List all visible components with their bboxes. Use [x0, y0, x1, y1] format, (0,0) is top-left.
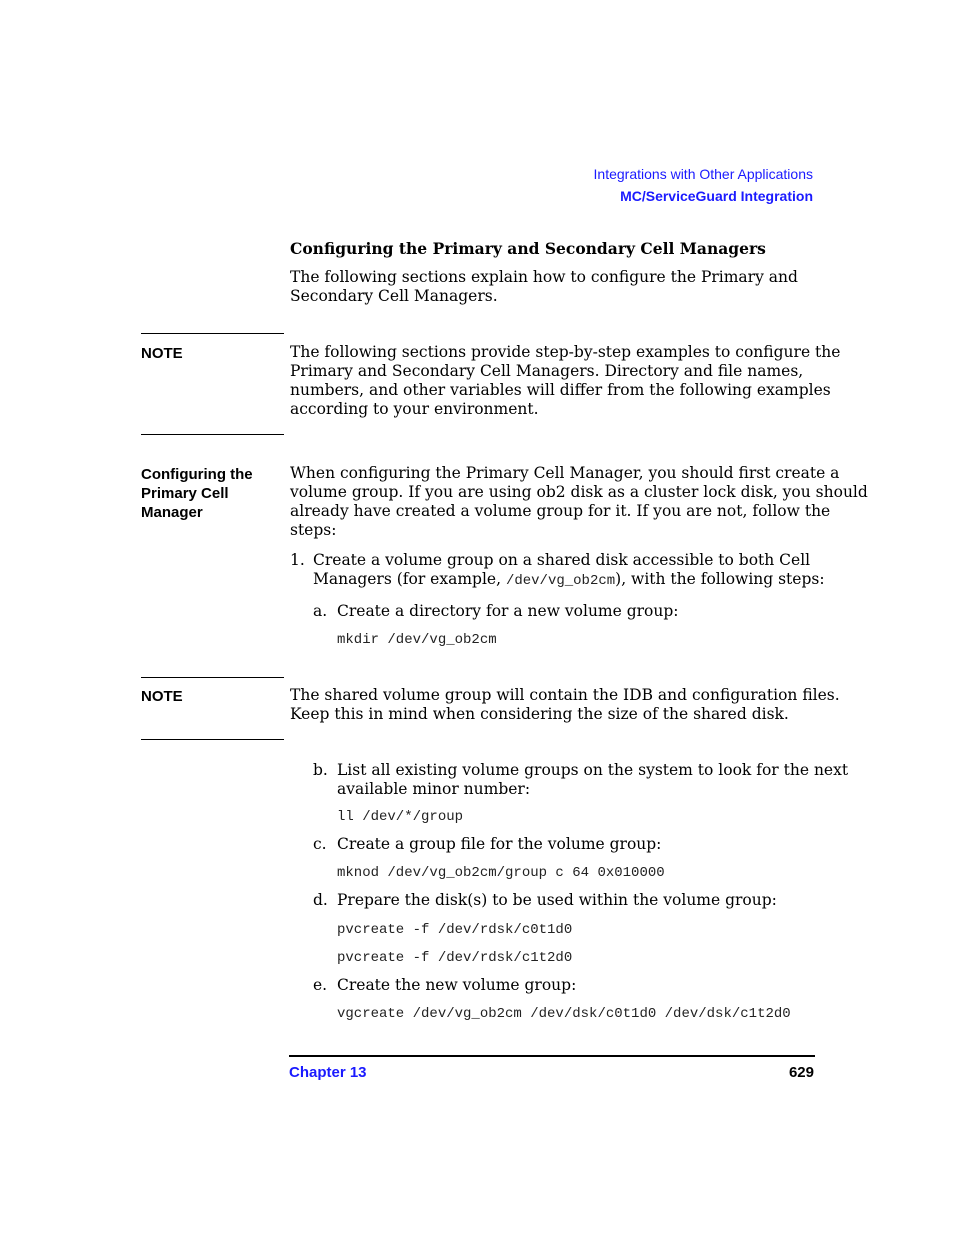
intro-line: The following sections explain how to configure the Primary and [290, 268, 798, 286]
note-line: numbers, and other variables will differ from the following examples [290, 381, 831, 399]
paragraph-line: steps: [290, 521, 337, 539]
note-line: Keep this in mind when considering the size of the shared disk. [290, 705, 789, 723]
substep-line: available minor number: [337, 780, 531, 798]
note-line: according to your environment. [290, 400, 539, 418]
substep-text: Create a group file for the volume group: [337, 835, 662, 853]
note-line: Primary and Secondary Cell Managers. Directory and file names, [290, 362, 804, 380]
section-title: Configuring the Primary and Secondary Cell Managers [290, 239, 766, 258]
step-text [313, 551, 825, 591]
substep-text [337, 761, 848, 799]
paragraph-line: volume group. If you are using ob2 disk as a cluster lock disk, you should [290, 483, 868, 501]
note-bottom-rule [141, 434, 284, 435]
note-line: The shared volume group will contain the IDB and configuration files. [290, 686, 840, 704]
side-heading-line: Primary Cell [141, 485, 229, 502]
footer-page-number: 629 [788, 1064, 814, 1081]
substep-letter: d. [313, 891, 328, 909]
code-line: pvcreate -f /dev/rdsk/c0t1d0 [337, 922, 573, 938]
substep-letter: a. [313, 602, 328, 620]
note-line: The following sections provide step-by-step examples to configure the [290, 343, 841, 361]
substep-line: List all existing volume groups on the system to look for the next [337, 761, 849, 779]
side-heading-line: Manager [141, 504, 203, 521]
footer-chapter: Chapter 13 [289, 1064, 367, 1081]
substep-letter: e. [313, 976, 328, 994]
side-heading-line: Configuring the [141, 466, 253, 483]
primary-paragraph [290, 464, 868, 540]
substep-text: Create the new volume group: [337, 976, 577, 994]
intro-line: Secondary Cell Managers. [290, 287, 498, 305]
code-line: mknod /dev/vg_ob2cm/group c 64 0x010000 [337, 865, 665, 881]
substep-letter: b. [313, 761, 328, 779]
paragraph-line: When configuring the Primary Cell Manager, you should first create a [290, 464, 840, 482]
note-label: NOTE [141, 345, 183, 362]
substep-text: Create a directory for a new volume group: [337, 602, 679, 620]
intro-paragraph [290, 268, 798, 306]
substep-text: Prepare the disk(s) to be used within the volume group: [337, 891, 777, 909]
side-heading [141, 465, 253, 522]
note-bottom-rule [141, 739, 284, 740]
note-text [290, 686, 840, 724]
step-line [313, 570, 825, 591]
code-line: ll /dev/*/group [337, 809, 464, 825]
step-line: Create a volume group on a shared disk accessible to both Cell [313, 551, 811, 569]
step-number: 1. [290, 551, 305, 569]
code-line: mkdir /dev/vg_ob2cm [337, 632, 497, 648]
running-header-section: Integrations with Other Applications [593, 166, 813, 182]
code-line: vgcreate /dev/vg_ob2cm /dev/dsk/c0t1d0 /dev/dsk/c1t2d0 [337, 1006, 791, 1022]
note-top-rule [141, 677, 284, 678]
note-top-rule [141, 333, 284, 334]
step-text-post: ), with the following steps: [615, 570, 825, 588]
inline-code: /dev/vg_ob2cm [505, 573, 616, 589]
footer-rule [289, 1055, 815, 1057]
note-text [290, 343, 840, 419]
note-label: NOTE [141, 688, 183, 705]
running-header-subsection: MC/ServiceGuard Integration [620, 188, 813, 204]
paragraph-line: already have created a volume group for it. If you are not, follow the [290, 502, 831, 520]
code-line: pvcreate -f /dev/rdsk/c1t2d0 [337, 950, 573, 966]
substep-letter: c. [313, 835, 327, 853]
step-text-pre: Managers (for example, [313, 570, 506, 588]
